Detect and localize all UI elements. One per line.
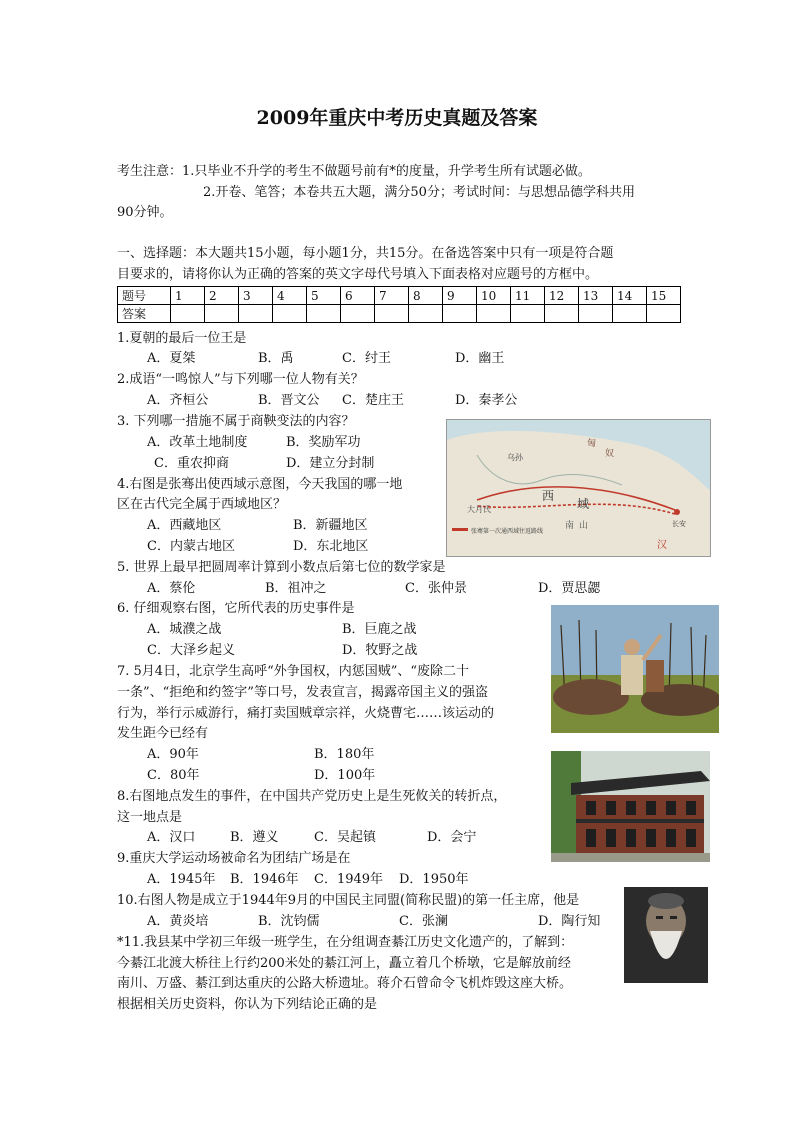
answer-table [117, 286, 681, 323]
table-cell: 12 [545, 287, 579, 305]
table-row-numbers [118, 287, 681, 305]
table-row-answers [118, 305, 681, 323]
portrait-drawing [624, 887, 708, 983]
question-7-line-2: 一条”、“拒绝和约签字”等口号，发表宣言，揭露帝国主义的强盗 [117, 685, 488, 700]
question-11-line-4: 根据相关历史资料，你认为下列结论正确的是 [117, 997, 378, 1012]
table-cell: 11 [511, 287, 545, 305]
q7-option-c: C．80年 [147, 768, 200, 783]
answer-box-8[interactable] [409, 305, 443, 323]
answer-box-1[interactable] [171, 305, 205, 323]
table-cell: 14 [613, 287, 647, 305]
zunyi-building-photo [551, 751, 710, 862]
question-8-line-1: 8.右图地点发生的事件，在中国共产党历史上是生死攸关的转折点， [117, 789, 507, 804]
q9-option-d: D．1950年 [399, 872, 469, 887]
question-6: 6. 仔细观察右图，它所代表的历史事件是 [117, 601, 355, 616]
question-7-line-3: 行为，举行示威游行，痛打卖国贼章宗祥，火烧曹宅……该运动的 [117, 706, 495, 721]
q3-option-d: D．建立分封制 [286, 456, 375, 471]
q1-option-b: B．禹 [258, 351, 294, 366]
answer-box-6[interactable] [341, 305, 375, 323]
answer-box-13[interactable] [579, 305, 613, 323]
hair [648, 893, 684, 909]
table-cell: 7 [375, 287, 409, 305]
answer-box-2[interactable] [205, 305, 239, 323]
uprising-painting [551, 605, 719, 733]
q5-option-d: D．贾思勰 [538, 581, 601, 596]
q8-option-c: C．吴起镇 [314, 830, 376, 845]
q7-option-a: A．90年 [147, 747, 199, 762]
question-11-line-1: *11.我县某中学初三年级一班学生，在分组调查綦江历史文化遗产的，了解到： [117, 935, 574, 950]
leader-figure [621, 655, 643, 695]
answer-box-11[interactable] [511, 305, 545, 323]
answer-box-4[interactable] [273, 305, 307, 323]
eye-left [656, 916, 663, 919]
answer-box-7[interactable] [375, 305, 409, 323]
table-cell: 5 [307, 287, 341, 305]
question-4-line-1: 4.右图是张骞出使西域示意图，今天我国的哪一地 [117, 477, 403, 492]
map-label-shan: 山 [579, 521, 589, 531]
q2-option-a: A．齐桓公 [147, 393, 209, 408]
answer-box-14[interactable] [613, 305, 647, 323]
table-cell: 8 [409, 287, 443, 305]
map-drawing [447, 420, 710, 556]
q1-option-a: A．夏桀 [147, 351, 196, 366]
table-cell: 6 [341, 287, 375, 305]
answer-box-12[interactable] [545, 305, 579, 323]
table-cell: 9 [443, 287, 477, 305]
question-9: 9.重庆大学运动场被命名为团结广场是在 [117, 851, 351, 866]
map-label-xiong: 匈 [587, 439, 597, 449]
question-1: 1.夏朝的最后一位王是 [117, 331, 247, 346]
answer-box-5[interactable] [307, 305, 341, 323]
answer-box-3[interactable] [239, 305, 273, 323]
q5-option-b: B．祖冲之 [265, 581, 327, 596]
page-title: 2009年重庆中考历史真题及答案 [256, 107, 538, 129]
section1-line-1: 一、选择题：本大题共15小题，每小题1分，共15分。在备选答案中只有一项是符合题 [117, 246, 614, 261]
q2-option-b: B．晋文公 [258, 393, 320, 408]
question-4-line-2: 区在古代完全属于西域地区？ [117, 497, 287, 512]
uprising-drawing [551, 605, 719, 733]
notice-line-3: 90分钟。 [117, 205, 173, 220]
row-label-answer: 答案 [118, 305, 171, 323]
map-legend: 张骞第一次通西域往返路线 [471, 528, 544, 535]
q3-option-b: B．奖励军功 [286, 435, 361, 450]
q6-option-a: A．城濮之战 [147, 622, 222, 637]
legend-swatch [452, 528, 468, 531]
notice-line-2: 2.开卷、笔答；本卷共五大题，满分50分；考试时间：与思想品德学科共用 [203, 185, 635, 200]
q1-option-d: D．幽王 [455, 351, 505, 366]
map-label-wusun: 乌孙 [507, 453, 523, 462]
question-8-line-2: 这一地点是 [117, 810, 183, 825]
q3-option-c: C．重农抑商 [154, 456, 229, 471]
question-11-line-2: 今綦江北渡大桥往上行约200米处的綦江河上，矗立着几个桥墩，它是解放前经 [117, 956, 571, 971]
table-cell: 1 [171, 287, 205, 305]
map-label-changan: 长安 [672, 520, 686, 528]
changan-marker [674, 509, 680, 515]
question-10: 10.右图人物是成立于1944年9月的中国民主同盟(简称民盟)的第一任主席，他是 [117, 893, 580, 908]
q10-option-b: B．沈钧儒 [258, 914, 320, 929]
table-cell: 10 [477, 287, 511, 305]
q4-option-b: B．新疆地区 [293, 518, 368, 533]
question-7-line-4: 发生距今已经有 [117, 726, 209, 741]
q8-option-b: B．遵义 [230, 830, 279, 845]
balcony [576, 819, 704, 823]
question-11-line-3: 南川、万盛、綦江到达重庆的公路大桥遗址。蒋介石曾命令飞机炸毁这座大桥。 [117, 976, 573, 991]
zhang-lan-portrait [624, 887, 708, 983]
row-label-number: 题号 [118, 287, 171, 305]
q6-option-d: D．牧野之战 [342, 643, 418, 658]
table-cell: 4 [273, 287, 307, 305]
q8-option-d: D．会宁 [427, 830, 477, 845]
map-label-yu: 域 [577, 497, 590, 511]
question-3: 3. 下列哪一措施不属于商鞅变法的内容？ [117, 414, 355, 429]
map-label-dayuezhi: 大月氏 [467, 505, 491, 514]
question-7-line-1: 7. 5月4日，北京学生高呼“外争国权，内惩国贼”、“废除二十 [117, 664, 470, 679]
q10-option-d: D．陶行知 [538, 914, 601, 929]
second-figure [646, 660, 664, 692]
map-label-nan: 南 [565, 521, 575, 531]
table-cell: 15 [647, 287, 681, 305]
q9-option-b: B．1946年 [230, 872, 299, 887]
q1-option-c: C．纣王 [342, 351, 391, 366]
map-label-han: 汉 [657, 540, 667, 551]
question-5: 5. 世界上最早把圆周率计算到小数点后第七位的数学家是 [117, 560, 446, 575]
q2-option-c: C．楚庄王 [342, 393, 404, 408]
q5-option-a: A．蔡伦 [147, 581, 196, 596]
q6-option-c: C．大泽乡起义 [147, 643, 235, 658]
answer-box-15[interactable] [647, 305, 681, 323]
answer-box-10[interactable] [477, 305, 511, 323]
q2-option-d: D．秦孝公 [455, 393, 518, 408]
q10-option-c: C．张澜 [399, 914, 448, 929]
answer-box-9[interactable] [443, 305, 477, 323]
leader-head [624, 639, 640, 655]
zhang-qian-route-map [446, 419, 711, 557]
table-cell: 2 [205, 287, 239, 305]
q9-option-c: C．1949年 [314, 872, 384, 887]
table-cell: 3 [239, 287, 273, 305]
q6-option-b: B．巨鹿之战 [342, 622, 417, 637]
q5-option-c: C．张仲景 [405, 581, 467, 596]
section1-line-2: 目要求的，请将你认为正确的答案的英文字母代号填入下面表格对应题号的方框中。 [117, 267, 599, 282]
q4-option-c: C．内蒙古地区 [147, 539, 235, 554]
eye-right [670, 916, 677, 919]
q7-option-b: B．180年 [314, 747, 375, 762]
q9-option-a: A．1945年 [147, 872, 216, 887]
q4-option-a: A．西藏地区 [147, 518, 222, 533]
map-label-nu: 奴 [605, 449, 615, 459]
notice-line-1: 考生注意：1.只毕业不升学的考生不做题号前有*的度量，升学考生所有试题必做。 [117, 164, 591, 179]
table-cell: 13 [579, 287, 613, 305]
q7-option-d: D．100年 [314, 768, 376, 783]
q10-option-a: A．黄炎培 [147, 914, 209, 929]
question-2: 2.成语“一鸣惊人”与下列哪一位人物有关？ [117, 372, 364, 387]
q4-option-d: D．东北地区 [293, 539, 369, 554]
q8-option-a: A．汉口 [147, 830, 196, 845]
building-drawing [551, 751, 710, 862]
map-label-xi: 西 [542, 489, 555, 503]
pavement [551, 853, 710, 862]
crowd-left [553, 679, 629, 715]
q3-option-a: A．改革土地制度 [147, 435, 248, 450]
